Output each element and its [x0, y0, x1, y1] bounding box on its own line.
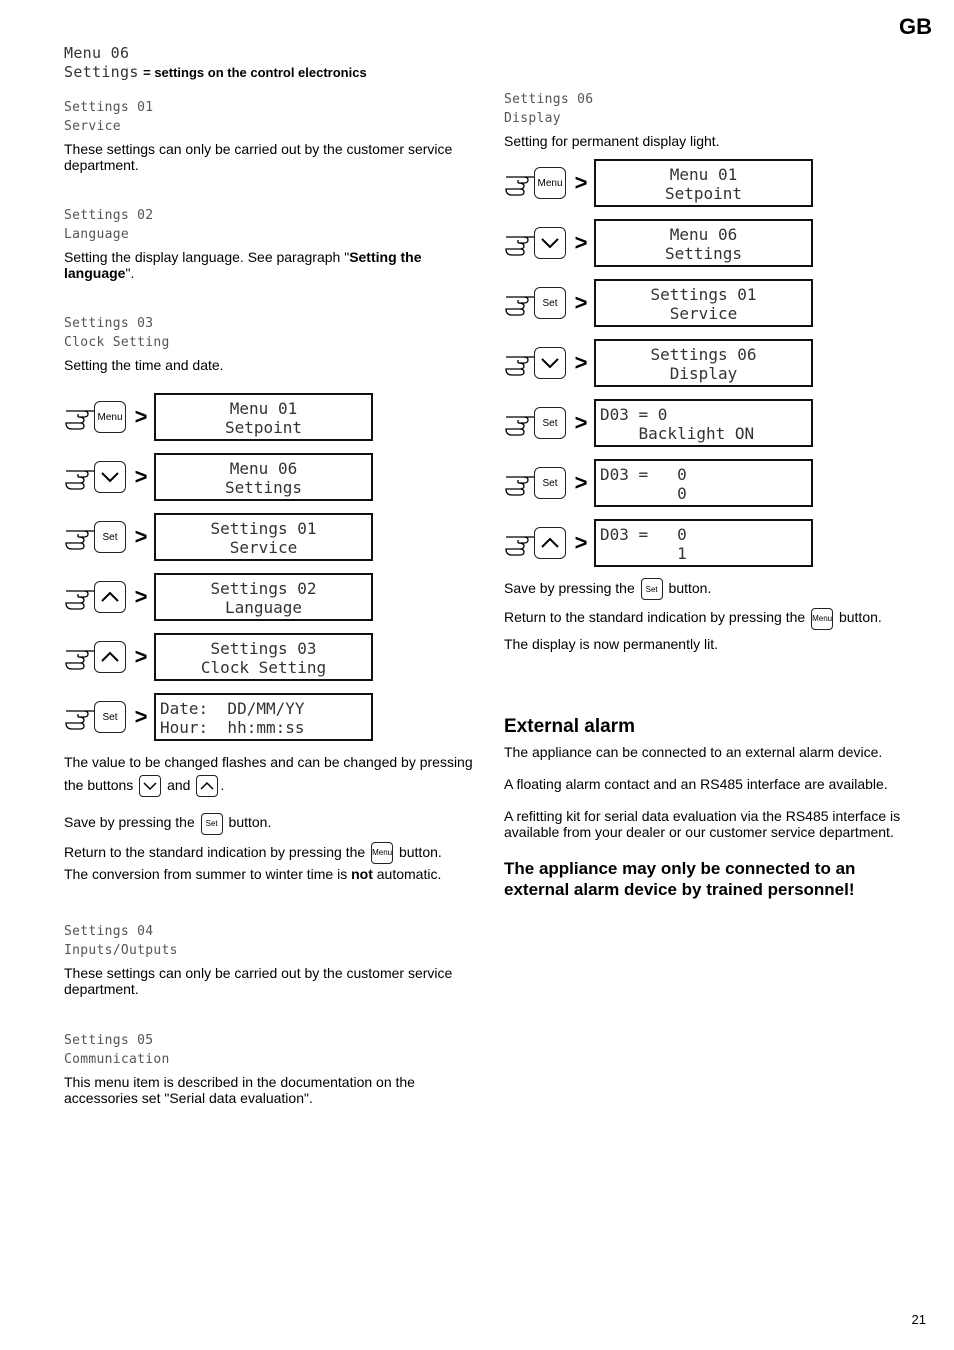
step: [504, 517, 914, 569]
set-key-icon: Set: [201, 813, 223, 835]
menu-key-icon: Menu: [534, 167, 566, 199]
set-key-icon: Set: [534, 287, 566, 319]
lcd-display: [154, 393, 373, 441]
lcd-display: [154, 693, 373, 741]
flash-text: The value to be changed flashes and can be changed by pressing the buttons and .: [64, 751, 474, 797]
return-text: Return to the standard indication by pressing the Menu button.: [64, 841, 474, 864]
hand-press-icon: [64, 637, 128, 677]
step: [64, 631, 474, 683]
down-key-icon: [534, 227, 566, 259]
settings-02-text: Setting the display language. See paragraph "Setting the language".: [64, 249, 422, 281]
external-alarm-section: [504, 716, 914, 900]
alarm-paragraph-1: The appliance can be connected to an external alarm device.: [504, 743, 883, 760]
lcd-line-2: 1: [600, 544, 687, 563]
step: [504, 277, 914, 329]
hand-press-icon: [64, 697, 128, 737]
up-key-icon: [94, 641, 126, 673]
step: [504, 457, 914, 509]
settings-01-section: [64, 98, 474, 173]
menu-title-suffix: = settings on the control electronics: [143, 65, 367, 80]
lcd-display: [154, 453, 373, 501]
step: [504, 157, 914, 209]
lcd-line-2: Setpoint: [664, 184, 743, 203]
step: [64, 451, 474, 503]
settings-03-sublabel: Clock Setting: [64, 335, 170, 350]
hand-press-icon: [64, 517, 128, 557]
menu-title-line2: Settings: [64, 63, 139, 81]
settings-02-sublabel: Language: [64, 227, 130, 242]
lcd-line-1: Menu 01: [669, 165, 738, 184]
up-key-icon: [94, 581, 126, 613]
arrow-right-icon: >: [574, 290, 588, 315]
lcd-display: [594, 459, 813, 507]
settings-06-label: Settings 06: [504, 92, 594, 107]
lcd-line-2: Language: [224, 598, 303, 617]
right-column: [504, 90, 914, 900]
save-text: Save by pressing the Set button.: [64, 811, 474, 834]
settings-01-sublabel: Service: [64, 119, 121, 134]
lcd-line-1: Settings 01: [650, 285, 757, 304]
display-lit-text: The display is now permanently lit.: [504, 635, 718, 652]
hand-press-icon: [64, 457, 128, 497]
lcd-line-2: Backlight ON: [600, 424, 755, 443]
lcd-line-1: D03 = 0: [600, 405, 668, 424]
lcd-display: [594, 159, 813, 207]
lcd-line-2: Service: [229, 538, 298, 557]
up-key-icon: [534, 527, 566, 559]
lcd-display: [594, 519, 813, 567]
arrow-right-icon: >: [134, 404, 148, 429]
arrow-right-icon: >: [574, 470, 588, 495]
external-alarm-heading: External alarm: [504, 715, 635, 737]
alarm-paragraph-2: A floating alarm contact and an RS485 interface are available.: [504, 775, 888, 792]
alarm-paragraph-3: A refitting kit for serial data evaluation via the RS485 interface is available from your dealer or our customer service department.: [504, 807, 901, 840]
settings-03-label: Settings 03: [64, 316, 154, 331]
lcd-line-2: Setpoint: [224, 418, 303, 437]
arrow-right-icon: >: [134, 464, 148, 489]
lcd-display: [154, 573, 373, 621]
menu-06-header: [64, 44, 474, 82]
down-key-icon: [534, 347, 566, 379]
lcd-line-1: Settings 01: [210, 519, 317, 538]
settings-02-section: [64, 206, 474, 281]
settings-05-sublabel: Communication: [64, 1051, 170, 1067]
settings-01-text: These settings can only be carried out by the customer service department.: [64, 141, 453, 173]
step: [504, 397, 914, 449]
settings-01-label: Settings 01: [64, 100, 154, 115]
lcd-line-1: Date: DD/MM/YY: [160, 699, 305, 718]
settings-04-sublabel: Inputs/Outputs: [64, 942, 178, 958]
left-column: [64, 44, 474, 1106]
lcd-line-2: Display: [669, 364, 738, 383]
lcd-line-2: Clock Setting: [200, 658, 327, 677]
arrow-right-icon: >: [574, 230, 588, 255]
lcd-display: [594, 219, 813, 267]
left-step-sequence: [64, 391, 474, 743]
menu-key-icon: Menu: [371, 842, 393, 864]
hand-press-icon: [504, 223, 568, 263]
step: [504, 337, 914, 389]
lcd-line-1: D03 = 0: [600, 465, 687, 484]
step: [64, 571, 474, 623]
down-key-icon: [94, 461, 126, 493]
right-step-sequence: [504, 157, 914, 569]
arrow-right-icon: >: [134, 644, 148, 669]
hand-press-icon: [504, 523, 568, 563]
step: [64, 511, 474, 563]
right-return-text: Return to the standard indication by pressing the Menu button.: [504, 606, 914, 629]
hand-press-icon: [64, 397, 128, 437]
hand-press-icon: [64, 577, 128, 617]
step: [64, 391, 474, 443]
settings-05-text: This menu item is described in the documentation on the accessories set "Serial data evaluation".: [64, 1073, 415, 1106]
settings-05-label: Settings 05: [64, 1032, 154, 1048]
arrow-right-icon: >: [574, 410, 588, 435]
step: [64, 691, 474, 743]
arrow-right-icon: >: [134, 524, 148, 549]
lcd-line-2: Settings: [224, 478, 303, 497]
settings-05-section: [64, 1031, 474, 1106]
lcd-line-2: Settings: [664, 244, 743, 263]
alarm-warning: The appliance may only be connected to an external alarm device by trained personnel!: [504, 858, 856, 899]
lcd-line-2: Hour: hh:mm:ss: [160, 718, 305, 737]
set-key-icon: Set: [641, 578, 663, 600]
page-number: 21: [911, 1312, 926, 1327]
settings-03-text: Setting the time and date.: [64, 357, 224, 373]
settings-02-label: Settings 02: [64, 208, 154, 223]
settings-04-label: Settings 04: [64, 923, 154, 939]
step: [504, 217, 914, 269]
hand-press-icon: [504, 463, 568, 503]
arrow-right-icon: >: [574, 530, 588, 555]
lcd-line-1: Menu 01: [229, 399, 298, 418]
conversion-text: The conversion from summer to winter time is not automatic.: [64, 865, 442, 882]
hand-press-icon: [504, 163, 568, 203]
arrow-right-icon: >: [574, 170, 588, 195]
down-key-icon: [139, 775, 161, 797]
lcd-display: [154, 513, 373, 561]
settings-03-section: [64, 314, 474, 373]
lcd-line-1: Menu 06: [229, 459, 298, 478]
arrow-right-icon: >: [134, 584, 148, 609]
settings-04-section: [64, 922, 474, 997]
settings-04-text: These settings can only be carried out by the customer service department.: [64, 964, 453, 997]
lcd-line-2: Service: [669, 304, 738, 323]
lcd-line-1: Settings 02: [210, 579, 317, 598]
settings-06-text: Setting for permanent display light.: [504, 133, 720, 149]
arrow-right-icon: >: [574, 350, 588, 375]
menu-title-line1: Menu 06: [64, 44, 130, 62]
set-key-icon: Set: [534, 467, 566, 499]
lcd-line-1: D03 = 0: [600, 525, 687, 544]
arrow-right-icon: >: [134, 704, 148, 729]
set-key-icon: Set: [534, 407, 566, 439]
menu-key-icon: Menu: [94, 401, 126, 433]
lcd-line-1: Settings 03: [210, 639, 317, 658]
settings-06-sublabel: Display: [504, 111, 561, 126]
hand-press-icon: [504, 403, 568, 443]
set-key-icon: Set: [94, 701, 126, 733]
menu-key-icon: Menu: [811, 608, 833, 630]
lcd-line-1: Settings 06: [650, 345, 757, 364]
settings-06-section: [504, 90, 914, 149]
set-key-icon: Set: [94, 521, 126, 553]
hand-press-icon: [504, 343, 568, 383]
lcd-line-2: 0: [600, 484, 687, 503]
lcd-display: [594, 399, 813, 447]
lcd-display: [154, 633, 373, 681]
hand-press-icon: [504, 283, 568, 323]
lcd-display: [594, 339, 813, 387]
lcd-display: [594, 279, 813, 327]
lcd-line-1: Menu 06: [669, 225, 738, 244]
up-key-icon: [196, 775, 218, 797]
language-code: GB: [899, 14, 932, 39]
right-save-text: Save by pressing the Set button.: [504, 577, 914, 600]
